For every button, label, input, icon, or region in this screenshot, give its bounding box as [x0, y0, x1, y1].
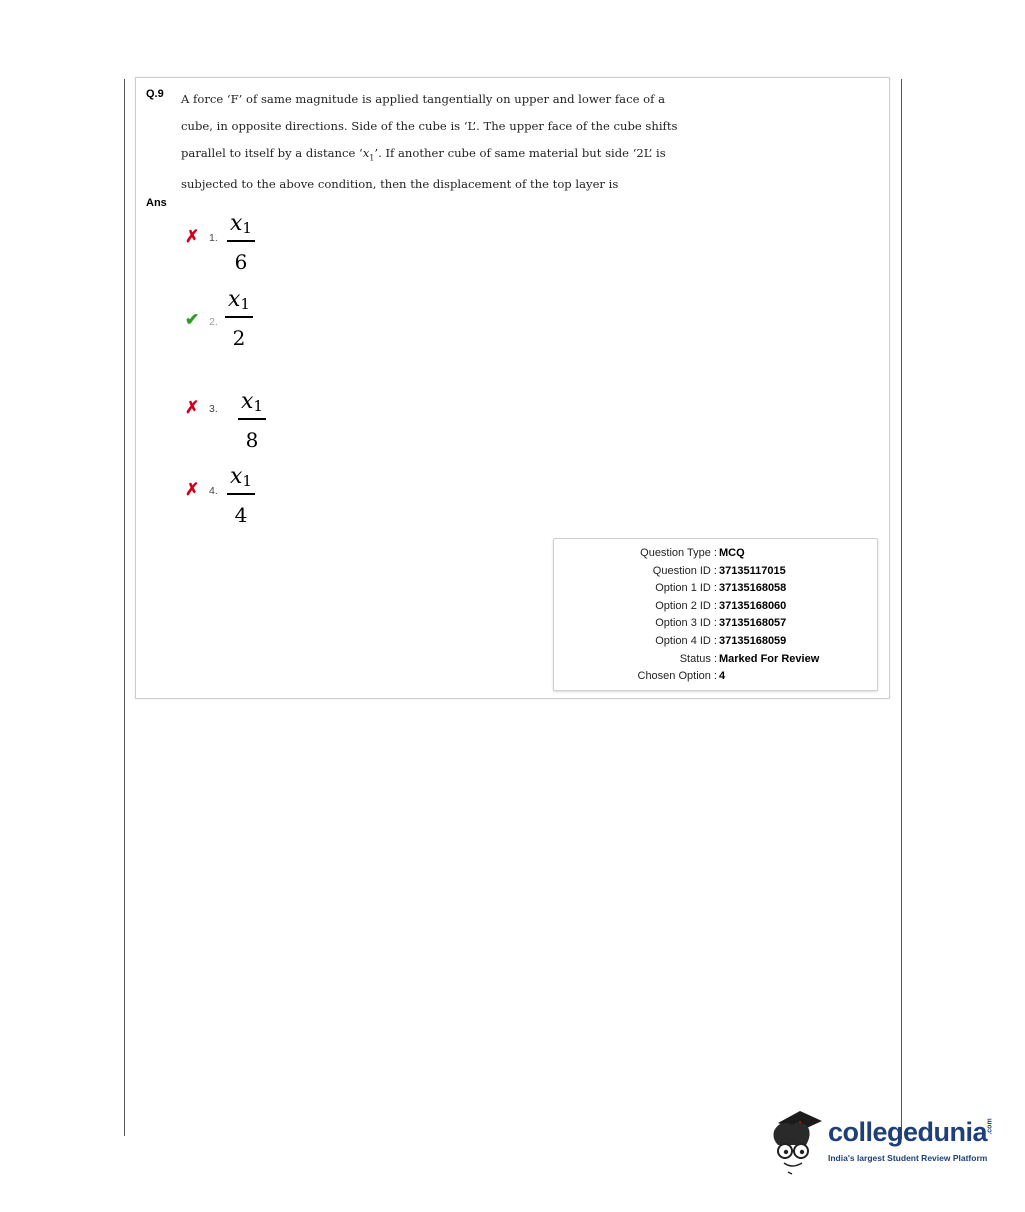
option-2	[185, 288, 325, 348]
question-line: parallel to itself by a distance ‘$x_1$’. If another cube of same material but side ‘2L’ is	[181, 146, 666, 163]
info-row-question-type: Question Type : MCQ	[640, 547, 745, 559]
fraction-numerator: $x_1$	[230, 464, 252, 490]
option-number: 2.	[209, 316, 218, 328]
option-1	[185, 212, 325, 272]
fraction-denominator: 8	[245, 428, 259, 452]
ans-label: Ans	[146, 197, 167, 209]
option-4	[185, 465, 325, 525]
info-row-status: Status : Marked For Review	[679, 653, 820, 665]
fraction-numerator: $x_1$	[241, 389, 263, 415]
mascot-icon	[770, 1105, 828, 1175]
fraction-numerator: $x_1$	[228, 287, 250, 313]
checkmark-icon: ✔	[185, 310, 200, 329]
option-number: 1.	[209, 232, 218, 244]
option-3	[185, 390, 325, 450]
fraction-bar	[227, 240, 255, 242]
question-text	[181, 86, 678, 198]
logo-tagline: India's largest Student Review Platform	[828, 1153, 988, 1163]
fraction-denominator: 2	[232, 326, 246, 350]
info-row-option1-id: Option 1 ID : 37135168058	[655, 582, 787, 594]
cross-icon: ✗	[185, 480, 200, 499]
question-line: cube, in opposite directions. Side of the cube is ‘L’. The upper face of the cube shifts	[181, 119, 678, 133]
info-row-question-id: Question ID : 37135117015	[652, 565, 786, 577]
cross-icon: ✗	[185, 398, 200, 417]
question-info-box	[553, 538, 878, 691]
fraction-denominator: 6	[234, 250, 248, 274]
question-line: A force ‘F’ of same magnitude is applied tangentially on upper and lower face of a	[181, 92, 665, 106]
info-row-chosen-option: Chosen Option : 4	[637, 670, 726, 682]
fraction-bar	[227, 493, 255, 495]
option-number: 4.	[209, 485, 218, 497]
option-fraction	[238, 390, 266, 452]
info-row-option3-id: Option 3 ID : 37135168057	[655, 617, 787, 629]
question-number: Q.9	[146, 88, 164, 100]
info-row-option2-id: Option 2 ID : 37135168060	[655, 600, 787, 612]
cross-icon: ✗	[185, 227, 200, 246]
right-margin-line	[901, 79, 902, 1139]
fraction-denominator: 4	[234, 503, 248, 527]
info-row-option4-id: Option 4 ID : 37135168059	[655, 635, 787, 647]
fraction-bar	[225, 316, 253, 318]
logo-wordmark: collegedunia	[828, 1117, 988, 1147]
option-fraction	[227, 212, 255, 274]
option-fraction	[227, 465, 255, 527]
left-margin-line	[124, 79, 125, 1136]
option-fraction	[225, 288, 253, 350]
collegedunia-logo	[770, 1105, 1000, 1175]
option-number: 3.	[209, 403, 218, 415]
fraction-bar	[238, 418, 266, 420]
fraction-numerator: $x_1$	[230, 211, 252, 237]
logo-suffix: .com	[986, 1118, 994, 1135]
question-line: subjected to the above condition, then the displacement of the top layer is	[181, 177, 619, 192]
